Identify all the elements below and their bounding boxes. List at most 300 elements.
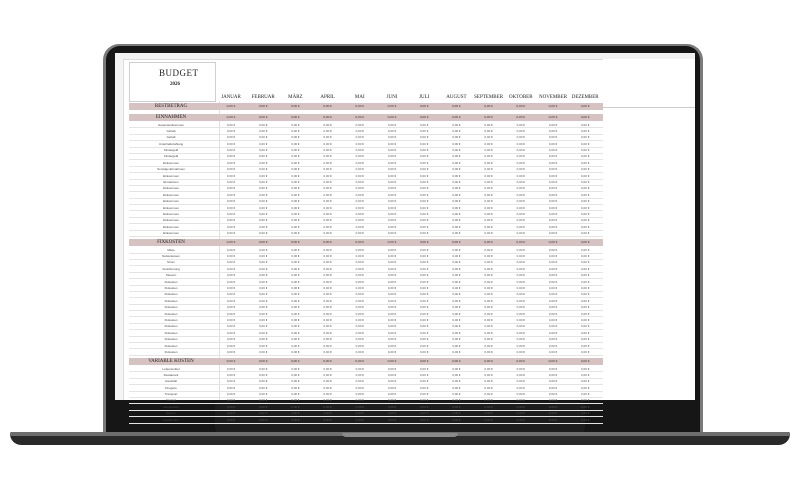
value-cell[interactable]: 0,00 € xyxy=(291,311,300,316)
value-cell[interactable]: 0,00 € xyxy=(420,379,429,384)
value-cell[interactable]: 0,00 € xyxy=(226,135,236,140)
value-cell[interactable]: 0,00 € xyxy=(387,247,397,252)
value-cell[interactable]: 0,00 € xyxy=(387,311,397,316)
value-cell[interactable]: 0,00 € xyxy=(484,392,493,397)
value-cell[interactable]: 0,00 € xyxy=(420,173,429,178)
value-cell[interactable]: 0,00 € xyxy=(581,192,590,197)
value-cell[interactable]: 0,00 € xyxy=(291,366,300,371)
value-cell[interactable]: 0,00 € xyxy=(548,279,558,284)
value-cell[interactable]: 0,00 € xyxy=(452,154,461,159)
value-cell[interactable]: 0,00 € xyxy=(226,254,236,259)
value-cell[interactable]: 0,00 € xyxy=(420,343,429,348)
value-cell[interactable]: 0,00 € xyxy=(484,337,493,342)
value-cell[interactable]: 0,00 € xyxy=(516,266,525,271)
value-cell[interactable]: 0,00 € xyxy=(323,199,332,204)
value-cell[interactable]: 0,00 € xyxy=(581,154,590,159)
value-cell[interactable]: 0,00 € xyxy=(355,192,364,197)
value-cell[interactable]: 0,00 € xyxy=(226,372,236,377)
value-cell[interactable]: 0,00 € xyxy=(452,266,461,271)
value-cell[interactable]: 0,00 € xyxy=(581,205,590,210)
value-cell[interactable]: 0,00 € xyxy=(387,211,397,216)
value-cell[interactable]: 0,00 € xyxy=(452,286,461,291)
value-cell[interactable]: 0,00 € xyxy=(259,205,268,210)
value-cell[interactable]: 0,00 € xyxy=(226,224,236,229)
value-cell[interactable]: 0,00 € xyxy=(516,135,525,140)
value-cell[interactable]: 0,00 € xyxy=(516,279,525,284)
value-cell[interactable]: 0,00 € xyxy=(226,379,236,384)
value-cell[interactable]: 0,00 € xyxy=(355,379,364,384)
value-cell[interactable]: 0,00 € xyxy=(452,186,461,191)
value-cell[interactable]: 0,00 € xyxy=(452,311,461,316)
value-cell[interactable]: 0,00 € xyxy=(355,173,364,178)
value-cell[interactable]: 0,00 € xyxy=(387,205,397,210)
value-cell[interactable]: 0,00 € xyxy=(259,199,268,204)
value-cell[interactable]: 0,00 € xyxy=(484,160,493,165)
value-cell[interactable]: 0,00 € xyxy=(323,167,332,172)
value-cell[interactable]: 0,00 € xyxy=(291,199,300,204)
value-cell[interactable]: 0,00 € xyxy=(226,231,236,236)
value-cell[interactable]: 0,00 € xyxy=(323,286,332,291)
value-cell[interactable]: 0,00 € xyxy=(452,324,461,329)
value-cell[interactable]: 0,00 € xyxy=(516,128,525,133)
value-cell[interactable]: 0,00 € xyxy=(259,305,268,310)
value-cell[interactable]: 0,00 € xyxy=(548,186,558,191)
value-cell[interactable]: 0,00 € xyxy=(581,385,590,390)
value-cell[interactable]: 0,00 € xyxy=(323,148,332,153)
value-cell[interactable]: 0,00 € xyxy=(259,411,268,416)
value-cell[interactable]: 0,00 € xyxy=(484,254,493,259)
value-cell[interactable]: 0,00 € xyxy=(452,317,461,322)
value-cell[interactable]: 0,00 € xyxy=(259,224,268,229)
value-cell[interactable]: 0,00 € xyxy=(420,205,429,210)
value-cell[interactable]: 0,00 € xyxy=(581,260,590,265)
value-cell[interactable]: 0,00 € xyxy=(323,317,332,322)
value-cell[interactable]: 0,00 € xyxy=(355,260,364,265)
value-cell[interactable]: 0,00 € xyxy=(420,337,429,342)
value-cell[interactable]: 0,00 € xyxy=(323,324,332,329)
value-cell[interactable]: 0,00 € xyxy=(484,224,493,229)
value-cell[interactable]: 0,00 € xyxy=(226,260,236,265)
value-cell[interactable]: 0,00 € xyxy=(387,372,397,377)
value-cell[interactable]: 0,00 € xyxy=(484,211,493,216)
section-header[interactable] xyxy=(129,103,603,110)
value-cell[interactable]: 0,00 € xyxy=(259,128,268,133)
value-cell[interactable]: 0,00 € xyxy=(355,211,364,216)
value-cell[interactable]: 0,00 € xyxy=(581,122,590,127)
value-cell[interactable]: 0,00 € xyxy=(387,349,397,354)
value-cell[interactable]: 0,00 € xyxy=(387,411,397,416)
value-cell[interactable]: 0,00 € xyxy=(387,330,397,335)
value-cell[interactable]: 0,00 € xyxy=(291,218,300,223)
value-cell[interactable]: 0,00 € xyxy=(548,199,558,204)
value-cell[interactable]: 0,00 € xyxy=(259,260,268,265)
value-cell[interactable]: 0,00 € xyxy=(452,205,461,210)
value-cell[interactable]: 0,00 € xyxy=(355,167,364,172)
value-cell[interactable]: 0,00 € xyxy=(291,417,300,422)
table-row[interactable] xyxy=(129,417,603,423)
value-cell[interactable]: 0,00 € xyxy=(259,141,268,146)
value-cell[interactable]: 0,00 € xyxy=(226,199,236,204)
value-cell[interactable]: 0,00 € xyxy=(355,372,364,377)
value-cell[interactable]: 0,00 € xyxy=(516,273,525,278)
value-cell[interactable]: 0,00 € xyxy=(548,411,558,416)
value-cell[interactable]: 0,00 € xyxy=(484,366,493,371)
value-cell[interactable]: 0,00 € xyxy=(516,122,525,127)
value-cell[interactable]: 0,00 € xyxy=(259,266,268,271)
value-cell[interactable]: 0,00 € xyxy=(387,192,397,197)
value-cell[interactable]: 0,00 € xyxy=(291,247,300,252)
value-cell[interactable]: 0,00 € xyxy=(355,392,364,397)
value-cell[interactable]: 0,00 € xyxy=(291,273,300,278)
value-cell[interactable]: 0,00 € xyxy=(548,122,558,127)
value-cell[interactable]: 0,00 € xyxy=(516,192,525,197)
value-cell[interactable]: 0,00 € xyxy=(291,128,300,133)
value-cell[interactable]: 0,00 € xyxy=(548,148,558,153)
value-cell[interactable]: 0,00 € xyxy=(291,141,300,146)
value-cell[interactable]: 0,00 € xyxy=(516,260,525,265)
value-cell[interactable]: 0,00 € xyxy=(355,317,364,322)
value-cell[interactable]: 0,00 € xyxy=(291,160,300,165)
value-cell[interactable]: 0,00 € xyxy=(420,324,429,329)
value-cell[interactable]: 0,00 € xyxy=(291,148,300,153)
value-cell[interactable]: 0,00 € xyxy=(420,366,429,371)
value-cell[interactable]: 0,00 € xyxy=(548,398,558,403)
value-cell[interactable]: 0,00 € xyxy=(516,141,525,146)
value-cell[interactable]: 0,00 € xyxy=(452,167,461,172)
value-cell[interactable]: 0,00 € xyxy=(420,218,429,223)
value-cell[interactable]: 0,00 € xyxy=(323,398,332,403)
value-cell[interactable]: 0,00 € xyxy=(387,398,397,403)
value-cell[interactable]: 0,00 € xyxy=(581,141,590,146)
value-cell[interactable]: 0,00 € xyxy=(452,411,461,416)
value-cell[interactable]: 0,00 € xyxy=(355,404,364,409)
value-cell[interactable]: 0,00 € xyxy=(291,173,300,178)
value-cell[interactable]: 0,00 € xyxy=(452,379,461,384)
value-cell[interactable]: 0,00 € xyxy=(323,224,332,229)
value-cell[interactable]: 0,00 € xyxy=(259,218,268,223)
value-cell[interactable]: 0,00 € xyxy=(516,186,525,191)
value-cell[interactable]: 0,00 € xyxy=(355,385,364,390)
value-cell[interactable]: 0,00 € xyxy=(387,199,397,204)
value-cell[interactable]: 0,00 € xyxy=(581,180,590,185)
value-cell[interactable]: 0,00 € xyxy=(581,330,590,335)
value-cell[interactable]: 0,00 € xyxy=(323,154,332,159)
value-cell[interactable]: 0,00 € xyxy=(259,135,268,140)
value-cell[interactable]: 0,00 € xyxy=(420,192,429,197)
value-cell[interactable]: 0,00 € xyxy=(387,366,397,371)
value-cell[interactable]: 0,00 € xyxy=(452,343,461,348)
value-cell[interactable]: 0,00 € xyxy=(452,192,461,197)
value-cell[interactable]: 0,00 € xyxy=(581,279,590,284)
value-cell[interactable]: 0,00 € xyxy=(291,135,300,140)
value-cell[interactable]: 0,00 € xyxy=(452,279,461,284)
value-cell[interactable]: 0,00 € xyxy=(226,311,236,316)
value-cell[interactable]: 0,00 € xyxy=(355,311,364,316)
value-cell[interactable]: 0,00 € xyxy=(259,317,268,322)
value-cell[interactable]: 0,00 € xyxy=(323,192,332,197)
value-cell[interactable]: 0,00 € xyxy=(516,231,525,236)
value-cell[interactable]: 0,00 € xyxy=(355,292,364,297)
value-cell[interactable]: 0,00 € xyxy=(548,154,558,159)
value-cell[interactable]: 0,00 € xyxy=(420,273,429,278)
value-cell[interactable]: 0,00 € xyxy=(420,167,429,172)
value-cell[interactable]: 0,00 € xyxy=(581,392,590,397)
value-cell[interactable]: 0,00 € xyxy=(452,224,461,229)
value-cell[interactable]: 0,00 € xyxy=(387,305,397,310)
value-cell[interactable]: 0,00 € xyxy=(387,392,397,397)
value-cell[interactable]: 0,00 € xyxy=(226,349,236,354)
value-cell[interactable]: 0,00 € xyxy=(355,218,364,223)
value-cell[interactable]: 0,00 € xyxy=(226,192,236,197)
value-cell[interactable]: 0,00 € xyxy=(226,366,236,371)
value-cell[interactable]: 0,00 € xyxy=(452,160,461,165)
value-cell[interactable]: 0,00 € xyxy=(291,324,300,329)
value-cell[interactable]: 0,00 € xyxy=(516,148,525,153)
value-cell[interactable]: 0,00 € xyxy=(323,231,332,236)
value-cell[interactable]: 0,00 € xyxy=(452,366,461,371)
value-cell[interactable]: 0,00 € xyxy=(387,286,397,291)
value-cell[interactable]: 0,00 € xyxy=(581,173,590,178)
value-cell[interactable]: 0,00 € xyxy=(548,417,558,422)
value-cell[interactable]: 0,00 € xyxy=(291,211,300,216)
value-cell[interactable]: 0,00 € xyxy=(323,279,332,284)
value-cell[interactable]: 0,00 € xyxy=(548,349,558,354)
value-cell[interactable]: 0,00 € xyxy=(581,224,590,229)
value-cell[interactable]: 0,00 € xyxy=(387,417,397,422)
value-cell[interactable]: 0,00 € xyxy=(484,173,493,178)
value-cell[interactable]: 0,00 € xyxy=(548,211,558,216)
value-cell[interactable]: 0,00 € xyxy=(420,385,429,390)
value-cell[interactable]: 0,00 € xyxy=(291,337,300,342)
value-cell[interactable]: 0,00 € xyxy=(581,398,590,403)
value-cell[interactable]: 0,00 € xyxy=(452,305,461,310)
value-cell[interactable]: 0,00 € xyxy=(226,173,236,178)
value-cell[interactable]: 0,00 € xyxy=(226,305,236,310)
value-cell[interactable]: 0,00 € xyxy=(355,224,364,229)
value-cell[interactable]: 0,00 € xyxy=(420,411,429,416)
value-cell[interactable]: 0,00 € xyxy=(259,286,268,291)
value-cell[interactable]: 0,00 € xyxy=(484,141,493,146)
value-cell[interactable]: 0,00 € xyxy=(420,392,429,397)
value-cell[interactable]: 0,00 € xyxy=(516,173,525,178)
value-cell[interactable]: 0,00 € xyxy=(226,298,236,303)
value-cell[interactable]: 0,00 € xyxy=(484,122,493,127)
value-cell[interactable]: 0,00 € xyxy=(226,211,236,216)
value-cell[interactable]: 0,00 € xyxy=(420,122,429,127)
value-cell[interactable]: 0,00 € xyxy=(452,211,461,216)
value-cell[interactable]: 0,00 € xyxy=(387,180,397,185)
value-cell[interactable]: 0,00 € xyxy=(355,247,364,252)
value-cell[interactable]: 0,00 € xyxy=(323,128,332,133)
value-cell[interactable]: 0,00 € xyxy=(226,160,236,165)
value-cell[interactable]: 0,00 € xyxy=(291,292,300,297)
value-cell[interactable]: 0,00 € xyxy=(581,366,590,371)
value-cell[interactable]: 0,00 € xyxy=(581,305,590,310)
value-cell[interactable]: 0,00 € xyxy=(387,167,397,172)
value-cell[interactable]: 0,00 € xyxy=(452,135,461,140)
value-cell[interactable]: 0,00 € xyxy=(291,343,300,348)
value-cell[interactable]: 0,00 € xyxy=(291,398,300,403)
value-cell[interactable]: 0,00 € xyxy=(291,349,300,354)
value-cell[interactable]: 0,00 € xyxy=(355,417,364,422)
value-cell[interactable]: 0,00 € xyxy=(452,260,461,265)
value-cell[interactable]: 0,00 € xyxy=(548,205,558,210)
value-cell[interactable]: 0,00 € xyxy=(516,379,525,384)
value-cell[interactable]: 0,00 € xyxy=(420,180,429,185)
value-cell[interactable]: 0,00 € xyxy=(452,385,461,390)
value-cell[interactable]: 0,00 € xyxy=(420,186,429,191)
value-cell[interactable]: 0,00 € xyxy=(548,385,558,390)
value-cell[interactable]: 0,00 € xyxy=(259,273,268,278)
value-cell[interactable]: 0,00 € xyxy=(387,141,397,146)
table-row[interactable] xyxy=(129,231,603,237)
value-cell[interactable]: 0,00 € xyxy=(226,343,236,348)
value-cell[interactable]: 0,00 € xyxy=(452,180,461,185)
value-cell[interactable]: 0,00 € xyxy=(323,305,332,310)
value-cell[interactable]: 0,00 € xyxy=(581,417,590,422)
value-cell[interactable]: 0,00 € xyxy=(581,286,590,291)
value-cell[interactable]: 0,00 € xyxy=(548,260,558,265)
value-cell[interactable]: 0,00 € xyxy=(226,180,236,185)
value-cell[interactable]: 0,00 € xyxy=(226,417,236,422)
value-cell[interactable]: 0,00 € xyxy=(484,167,493,172)
value-cell[interactable]: 0,00 € xyxy=(581,148,590,153)
value-cell[interactable]: 0,00 € xyxy=(291,317,300,322)
value-cell[interactable]: 0,00 € xyxy=(516,292,525,297)
value-cell[interactable]: 0,00 € xyxy=(516,411,525,416)
value-cell[interactable]: 0,00 € xyxy=(387,218,397,223)
value-cell[interactable]: 0,00 € xyxy=(323,180,332,185)
value-cell[interactable]: 0,00 € xyxy=(420,224,429,229)
value-cell[interactable]: 0,00 € xyxy=(548,247,558,252)
value-cell[interactable]: 0,00 € xyxy=(355,366,364,371)
value-cell[interactable]: 0,00 € xyxy=(581,211,590,216)
value-cell[interactable]: 0,00 € xyxy=(355,273,364,278)
value-cell[interactable]: 0,00 € xyxy=(581,135,590,140)
value-cell[interactable]: 0,00 € xyxy=(226,279,236,284)
value-cell[interactable]: 0,00 € xyxy=(516,286,525,291)
value-cell[interactable]: 0,00 € xyxy=(323,330,332,335)
value-cell[interactable]: 0,00 € xyxy=(484,199,493,204)
value-cell[interactable]: 0,00 € xyxy=(420,141,429,146)
value-cell[interactable]: 0,00 € xyxy=(259,379,268,384)
value-cell[interactable]: 0,00 € xyxy=(452,122,461,127)
value-cell[interactable]: 0,00 € xyxy=(259,247,268,252)
value-cell[interactable]: 0,00 € xyxy=(259,180,268,185)
value-cell[interactable]: 0,00 € xyxy=(355,199,364,204)
value-cell[interactable]: 0,00 € xyxy=(226,141,236,146)
value-cell[interactable]: 0,00 € xyxy=(323,173,332,178)
value-cell[interactable]: 0,00 € xyxy=(259,324,268,329)
section-header[interactable] xyxy=(129,239,603,246)
value-cell[interactable]: 0,00 € xyxy=(516,372,525,377)
value-cell[interactable]: 0,00 € xyxy=(387,173,397,178)
value-cell[interactable]: 0,00 € xyxy=(323,343,332,348)
value-cell[interactable]: 0,00 € xyxy=(452,173,461,178)
value-cell[interactable]: 0,00 € xyxy=(484,349,493,354)
value-cell[interactable]: 0,00 € xyxy=(516,298,525,303)
value-cell[interactable]: 0,00 € xyxy=(291,379,300,384)
value-cell[interactable]: 0,00 € xyxy=(420,286,429,291)
value-cell[interactable]: 0,00 € xyxy=(452,404,461,409)
value-cell[interactable]: 0,00 € xyxy=(484,218,493,223)
value-cell[interactable]: 0,00 € xyxy=(420,135,429,140)
value-cell[interactable]: 0,00 € xyxy=(581,266,590,271)
table-row[interactable] xyxy=(129,349,603,355)
value-cell[interactable]: 0,00 € xyxy=(291,260,300,265)
value-cell[interactable]: 0,00 € xyxy=(516,160,525,165)
value-cell[interactable]: 0,00 € xyxy=(516,218,525,223)
value-cell[interactable]: 0,00 € xyxy=(420,254,429,259)
value-cell[interactable]: 0,00 € xyxy=(548,141,558,146)
value-cell[interactable]: 0,00 € xyxy=(516,247,525,252)
value-cell[interactable]: 0,00 € xyxy=(323,141,332,146)
value-cell[interactable]: 0,00 € xyxy=(516,167,525,172)
value-cell[interactable]: 0,00 € xyxy=(484,343,493,348)
value-cell[interactable]: 0,00 € xyxy=(516,224,525,229)
value-cell[interactable]: 0,00 € xyxy=(484,324,493,329)
value-cell[interactable]: 0,00 € xyxy=(259,160,268,165)
value-cell[interactable]: 0,00 € xyxy=(291,192,300,197)
value-cell[interactable]: 0,00 € xyxy=(452,398,461,403)
value-cell[interactable]: 0,00 € xyxy=(420,305,429,310)
value-cell[interactable]: 0,00 € xyxy=(387,298,397,303)
value-cell[interactable]: 0,00 € xyxy=(323,260,332,265)
value-cell[interactable]: 0,00 € xyxy=(387,224,397,229)
value-cell[interactable]: 0,00 € xyxy=(516,337,525,342)
value-cell[interactable]: 0,00 € xyxy=(516,311,525,316)
value-cell[interactable]: 0,00 € xyxy=(323,379,332,384)
value-cell[interactable]: 0,00 € xyxy=(484,379,493,384)
value-cell[interactable]: 0,00 € xyxy=(259,154,268,159)
value-cell[interactable]: 0,00 € xyxy=(259,192,268,197)
value-cell[interactable]: 0,00 € xyxy=(581,167,590,172)
value-cell[interactable]: 0,00 € xyxy=(323,211,332,216)
value-cell[interactable]: 0,00 € xyxy=(323,254,332,259)
value-cell[interactable]: 0,00 € xyxy=(581,379,590,384)
value-cell[interactable]: 0,00 € xyxy=(420,279,429,284)
value-cell[interactable]: 0,00 € xyxy=(484,385,493,390)
value-cell[interactable]: 0,00 € xyxy=(548,254,558,259)
value-cell[interactable]: 0,00 € xyxy=(548,266,558,271)
value-cell[interactable]: 0,00 € xyxy=(259,392,268,397)
value-cell[interactable]: 0,00 € xyxy=(259,417,268,422)
value-cell[interactable]: 0,00 € xyxy=(516,330,525,335)
value-cell[interactable]: 0,00 € xyxy=(484,305,493,310)
value-cell[interactable]: 0,00 € xyxy=(516,349,525,354)
value-cell[interactable]: 0,00 € xyxy=(355,254,364,259)
value-cell[interactable]: 0,00 € xyxy=(226,385,236,390)
value-cell[interactable]: 0,00 € xyxy=(548,298,558,303)
value-cell[interactable]: 0,00 € xyxy=(452,128,461,133)
value-cell[interactable]: 0,00 € xyxy=(548,180,558,185)
value-cell[interactable]: 0,00 € xyxy=(548,160,558,165)
value-cell[interactable]: 0,00 € xyxy=(259,311,268,316)
value-cell[interactable]: 0,00 € xyxy=(581,343,590,348)
value-cell[interactable]: 0,00 € xyxy=(226,148,236,153)
value-cell[interactable]: 0,00 € xyxy=(516,392,525,397)
value-cell[interactable]: 0,00 € xyxy=(484,186,493,191)
value-cell[interactable]: 0,00 € xyxy=(548,305,558,310)
value-cell[interactable]: 0,00 € xyxy=(323,135,332,140)
value-cell[interactable]: 0,00 € xyxy=(516,398,525,403)
value-cell[interactable]: 0,00 € xyxy=(226,292,236,297)
value-cell[interactable]: 0,00 € xyxy=(452,231,461,236)
value-cell[interactable]: 0,00 € xyxy=(226,286,236,291)
value-cell[interactable]: 0,00 € xyxy=(259,122,268,127)
value-cell[interactable]: 0,00 € xyxy=(452,372,461,377)
value-cell[interactable]: 0,00 € xyxy=(323,160,332,165)
